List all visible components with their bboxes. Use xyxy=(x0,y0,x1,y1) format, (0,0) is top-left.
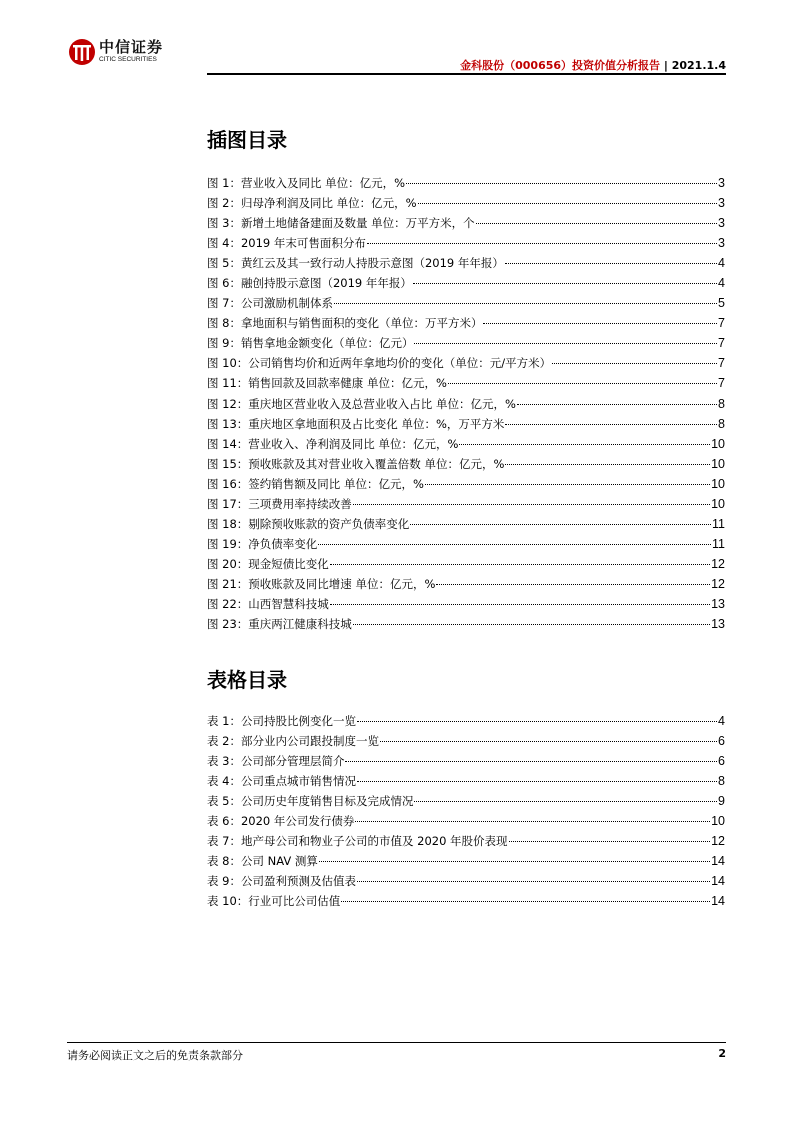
dot-leader xyxy=(357,881,710,882)
dot-leader xyxy=(418,203,717,204)
figure-toc-entry[interactable] xyxy=(207,556,725,576)
figure-toc-entry[interactable] xyxy=(207,215,725,235)
toc-page-number: 12 xyxy=(711,556,725,571)
page-number: 2 xyxy=(718,1047,726,1060)
table-toc-entry[interactable] xyxy=(207,733,725,753)
table-toc-entry[interactable] xyxy=(207,793,725,813)
toc-entry-label: 图 17：三项费用率持续改善 xyxy=(207,496,352,511)
toc-page-number: 8 xyxy=(718,416,725,431)
toc-entry-label: 表 6：2020 年公司发行债券 xyxy=(207,814,355,829)
dot-leader xyxy=(357,721,717,722)
toc-page-number: 6 xyxy=(718,734,725,749)
table-toc-entry[interactable] xyxy=(207,773,725,793)
dot-leader xyxy=(483,323,717,324)
toc-entry-label: 图 15：预收账款及其对营业收入覆盖倍数 单位：亿元，% xyxy=(207,456,505,471)
toc-page-number: 5 xyxy=(718,296,725,311)
figure-toc-entry[interactable] xyxy=(207,255,725,275)
figure-toc-entry[interactable] xyxy=(207,436,725,456)
dot-leader xyxy=(459,444,710,445)
toc-page-number: 6 xyxy=(718,754,725,769)
toc-entry-label: 图 14：营业收入、净利润及同比 单位：亿元，% xyxy=(207,436,459,451)
dot-leader xyxy=(517,404,717,405)
figure-toc-entry[interactable] xyxy=(207,195,725,215)
dot-leader xyxy=(353,624,710,625)
toc-entry-label: 图 2：归母净利润及同比 单位：亿元，% xyxy=(207,196,417,211)
dot-leader xyxy=(341,901,710,902)
toc-entry-label: 图 20：现金短债比变化 xyxy=(207,556,329,571)
toc-page-number: 4 xyxy=(718,714,725,728)
footer-disclaimer: 请务必阅读正文之后的免责条款部分 xyxy=(67,1049,243,1062)
toc-entry-label: 图 13：重庆地区拿地面积及占比变化 单位：%，万平方米 xyxy=(207,416,505,431)
figure-toc-entry[interactable] xyxy=(207,295,725,315)
toc-page-number: 7 xyxy=(718,356,725,371)
dot-leader xyxy=(448,383,717,384)
toc-page-number: 8 xyxy=(718,396,725,411)
toc-page-number: 3 xyxy=(718,176,725,190)
dot-leader xyxy=(414,343,717,344)
footer-divider xyxy=(67,1042,726,1043)
dot-leader xyxy=(357,781,717,782)
toc-entry-label: 图 23：重庆两江健康科技城 xyxy=(207,617,352,632)
toc-entry-label: 图 9：销售拿地金额变化（单位：亿元） xyxy=(207,336,414,351)
toc-entry-label: 图 16：签约销售额及同比 单位：亿元，% xyxy=(207,476,424,491)
toc-entry-label: 表 9：公司盈利预测及估值表 xyxy=(207,874,356,889)
toc-page-number: 7 xyxy=(718,376,725,391)
citic-logo-icon xyxy=(68,38,96,66)
table-toc-entry[interactable] xyxy=(207,893,725,913)
logo-en-text: CITIC SECURITIES xyxy=(99,56,157,64)
dot-leader xyxy=(505,424,717,425)
toc-page-number: 10 xyxy=(711,456,725,471)
toc-page-number: 14 xyxy=(711,854,725,869)
figure-toc-entry[interactable] xyxy=(207,235,725,255)
toc-page-number: 13 xyxy=(711,596,725,611)
toc-page-number: 14 xyxy=(711,874,725,889)
citic-logo xyxy=(68,38,163,66)
dot-leader xyxy=(436,584,710,585)
toc-entry-label: 图 18：剔除预收账款的资产负债率变化 xyxy=(207,516,410,531)
toc-page-number: 7 xyxy=(718,336,725,351)
toc-page-number: 10 xyxy=(711,814,725,829)
figure-toc-entry[interactable] xyxy=(207,536,725,556)
header-divider xyxy=(207,73,726,75)
toc-page-number: 4 xyxy=(718,276,725,291)
toc-page-number: 3 xyxy=(718,216,725,231)
toc-entry-label: 图 7：公司激励机制体系 xyxy=(207,296,333,311)
table-toc-entry[interactable] xyxy=(207,873,725,893)
table-toc-entry[interactable] xyxy=(207,853,725,873)
figure-toc-entry[interactable] xyxy=(207,496,725,516)
toc-entry-label: 图 6：融创持股示意图（2019 年年报） xyxy=(207,276,412,291)
toc-entry-label: 图 19：净负债率变化 xyxy=(207,536,318,551)
figure-toc-list xyxy=(207,175,725,636)
toc-entry-label: 表 7：地产母公司和物业子公司的市值及 2020 年股价表现 xyxy=(207,834,508,849)
toc-entry-label: 表 1：公司持股比例变化一览 xyxy=(207,714,356,728)
toc-entry-label: 图 22：山西智慧科技城 xyxy=(207,596,329,611)
toc-entry-label: 表 4：公司重点城市销售情况 xyxy=(207,774,356,789)
dot-leader xyxy=(345,761,717,762)
dot-leader xyxy=(330,604,710,605)
table-toc-entry[interactable] xyxy=(207,713,725,733)
toc-entry-label: 表 3：公司部分管理层简介 xyxy=(207,754,345,769)
figure-toc-entry[interactable] xyxy=(207,456,725,476)
report-header xyxy=(460,57,726,73)
figure-toc-entry[interactable] xyxy=(207,175,725,195)
toc-entry-label: 图 11：销售回款及回款率健康 单位：亿元，% xyxy=(207,376,447,391)
figure-toc-entry[interactable] xyxy=(207,355,725,375)
figure-toc-entry[interactable] xyxy=(207,335,725,355)
dot-leader xyxy=(330,564,710,565)
table-toc-list xyxy=(207,713,725,913)
dot-leader xyxy=(476,223,717,224)
table-toc-entry[interactable] xyxy=(207,813,725,833)
figure-toc-entry[interactable] xyxy=(207,576,725,596)
toc-page-number: 14 xyxy=(711,894,725,909)
dot-leader xyxy=(413,283,717,284)
toc-page-number: 9 xyxy=(718,794,725,809)
toc-entry-label: 图 1：营业收入及同比 单位：亿元，% xyxy=(207,176,406,190)
toc-entry-label: 图 5：黄红云及其一致行动人持股示意图（2019 年年报） xyxy=(207,256,504,271)
toc-page-number: 13 xyxy=(711,617,725,632)
dot-leader xyxy=(505,464,710,465)
figure-toc-entry[interactable] xyxy=(207,315,725,335)
dot-leader xyxy=(406,183,717,184)
toc-page-number: 3 xyxy=(718,196,725,211)
toc-page-number: 11 xyxy=(712,516,725,531)
toc-page-number: 4 xyxy=(718,256,725,271)
figure-toc-entry[interactable] xyxy=(207,275,725,295)
logo-cn-text: 中信证券 xyxy=(99,38,164,57)
report-title: 金科股份（000656）投资价值分析报告 xyxy=(460,59,661,72)
toc-entry-label: 图 4：2019 年末可售面积分布 xyxy=(207,236,366,251)
figures-heading: 插图目录 xyxy=(207,128,287,152)
toc-page-number: 12 xyxy=(711,576,725,591)
toc-entry-label: 表 10：行业可比公司估值 xyxy=(207,894,341,909)
toc-page-number: 12 xyxy=(711,834,725,849)
report-date: 2021.1.4 xyxy=(671,59,726,72)
dot-leader xyxy=(410,524,711,525)
toc-entry-label: 图 12：重庆地区营业收入及总营业收入占比 单位：亿元，% xyxy=(207,396,516,411)
toc-entry-label: 表 8：公司 NAV 测算 xyxy=(207,854,318,869)
toc-entry-label: 图 8：拿地面积与销售面积的变化（单位：万平方米） xyxy=(207,316,483,331)
toc-entry-label: 表 5：公司历史年度销售目标及完成情况 xyxy=(207,794,414,809)
figure-toc-entry[interactable] xyxy=(207,416,725,436)
figure-toc-entry[interactable] xyxy=(207,476,725,496)
dot-leader xyxy=(367,243,717,244)
dot-leader xyxy=(414,801,717,802)
figure-toc-entry[interactable] xyxy=(207,596,725,616)
dot-leader xyxy=(552,363,717,364)
dot-leader xyxy=(318,544,711,545)
figure-toc-entry[interactable] xyxy=(207,375,725,395)
toc-entry-label: 表 2：部分业内公司跟投制度一览 xyxy=(207,734,379,749)
dot-leader xyxy=(334,303,717,304)
dot-leader xyxy=(505,263,717,264)
dot-leader xyxy=(355,821,710,822)
toc-page-number: 3 xyxy=(718,236,725,251)
toc-entry-label: 图 21：预收账款及同比增速 单位：亿元，% xyxy=(207,576,436,591)
toc-page-number: 10 xyxy=(711,436,725,451)
toc-page-number: 11 xyxy=(712,536,725,551)
figure-toc-entry[interactable] xyxy=(207,616,725,636)
figure-toc-entry[interactable] xyxy=(207,396,725,416)
dot-leader xyxy=(509,841,711,842)
toc-page-number: 8 xyxy=(718,774,725,789)
toc-page-number: 10 xyxy=(711,476,725,491)
dot-leader xyxy=(319,861,710,862)
dot-leader xyxy=(425,484,710,485)
header-separator: | xyxy=(660,59,672,72)
tables-heading: 表格目录 xyxy=(207,668,287,692)
toc-entry-label: 图 3：新增土地储备建面及数量 单位：万平方米，个 xyxy=(207,216,475,231)
table-toc-entry[interactable] xyxy=(207,833,725,853)
dot-leader xyxy=(380,741,717,742)
toc-entry-label: 图 10：公司销售均价和近两年拿地均价的变化（单位：元/平方米） xyxy=(207,356,552,371)
dot-leader xyxy=(353,504,710,505)
toc-page-number: 10 xyxy=(711,496,725,511)
table-toc-entry[interactable] xyxy=(207,753,725,773)
toc-page-number: 7 xyxy=(718,316,725,331)
figure-toc-entry[interactable] xyxy=(207,516,725,536)
